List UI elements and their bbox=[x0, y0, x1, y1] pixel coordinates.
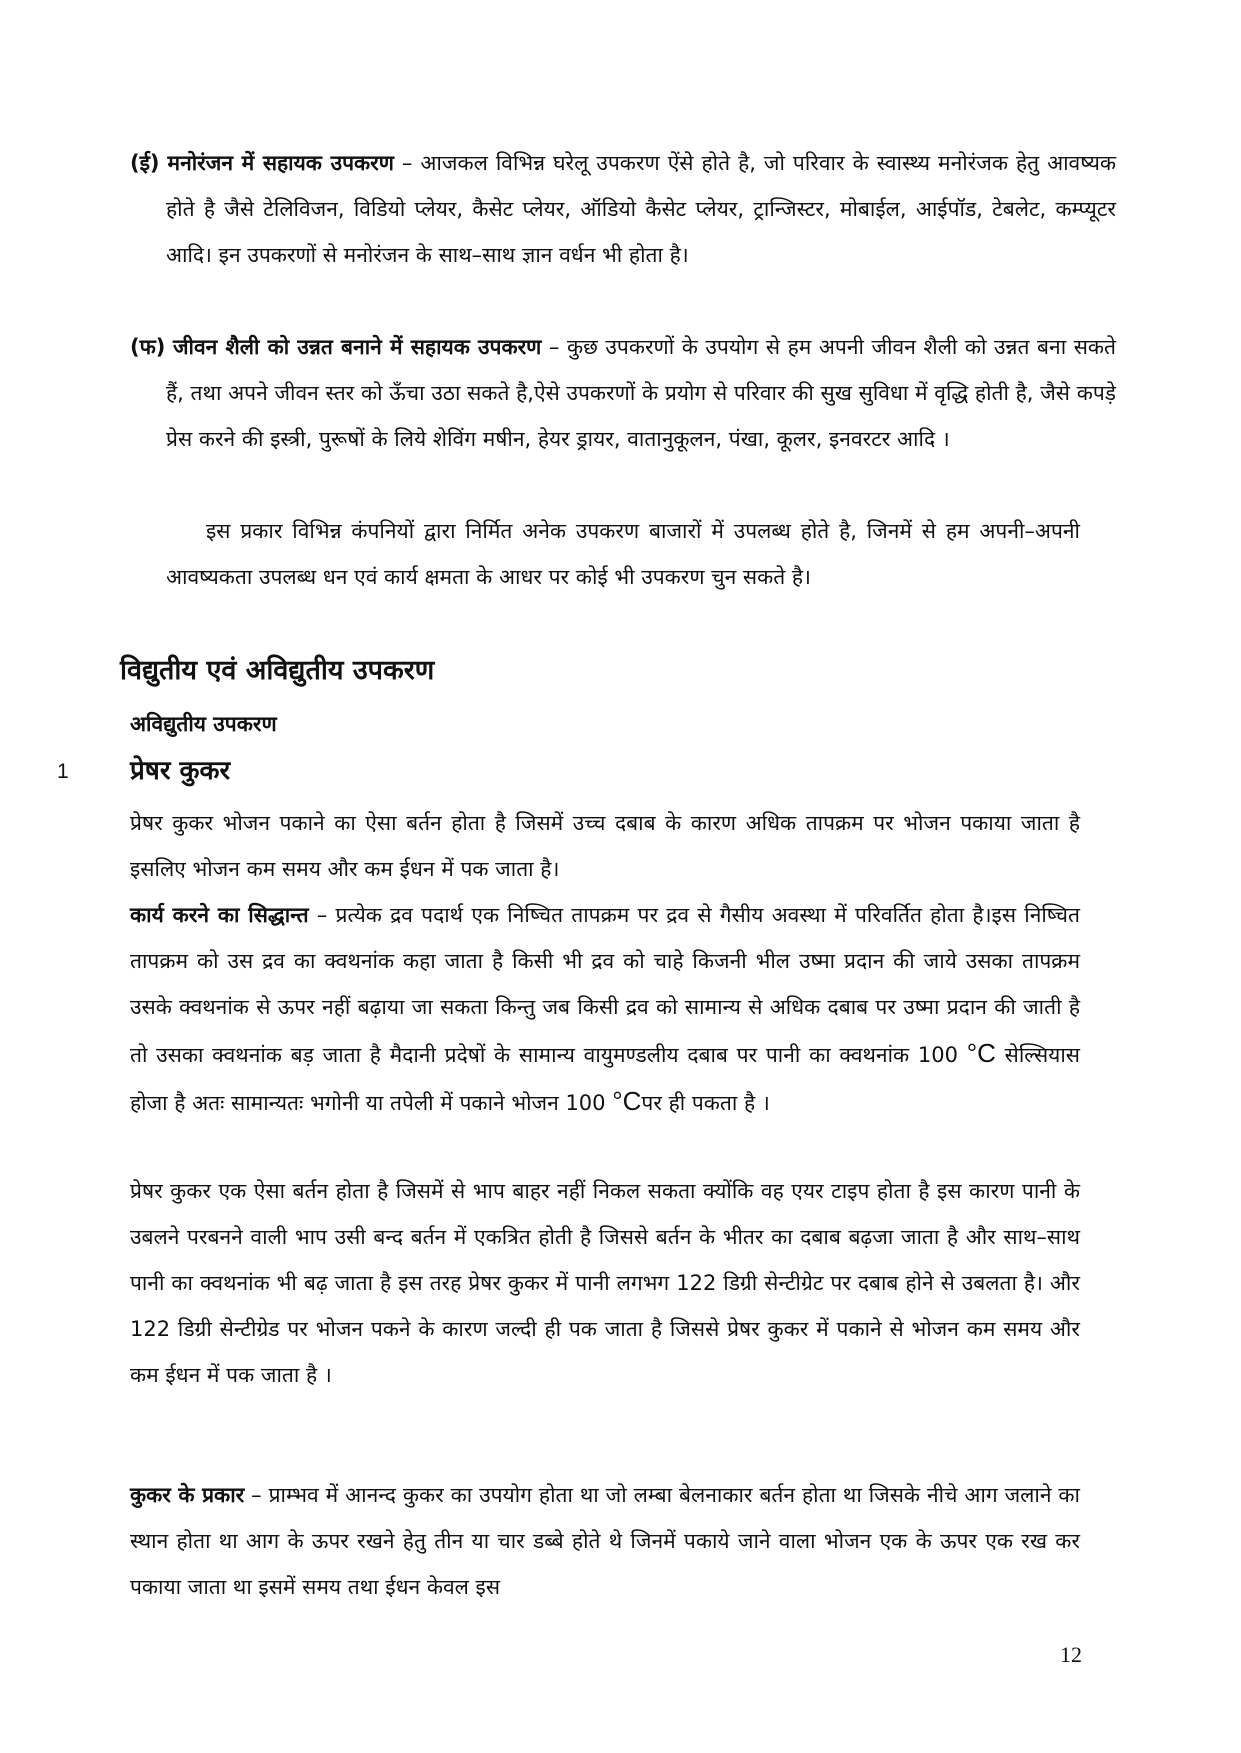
item-title: जीवन शैली को उन्नत बनाने में सहायक उपकरण bbox=[172, 335, 542, 359]
item-entertainment-appliances bbox=[130, 140, 1116, 278]
section-heading: विद्युतीय एवं अविद्युतीय उपकरण bbox=[120, 655, 435, 686]
section-title: प्रेषर कुकर bbox=[130, 756, 231, 786]
types-body: – प्राम्भव में आनन्द कुकर का उपयोग होता था जो लम्बा बेलनाकार बर्तन होता था जिसके नीचे आग जलाने का स्थान होता था आग के ऊपर रखने हेतु तीन या चार डब्बे होते थे जिनमें पकाये जाने वाला भोजन एक के ऊपर एक रख कर पकाया जाता था इसमें समय तथा ईधन केवल इस bbox=[130, 1483, 1080, 1599]
item-body: – कुछ उपकरणों के उपयोग से हम अपनी जीवन शैली को उन्नत बना सकते हैं, तथा अपने जीवन स्तर को ऊँचा उठा सकते है,ऐसे उपकरणों के प्रयोग से परिवार की सुख सुविधा में वृद्धि होती है, जैसे कपड़े प्रेस करने की इस्त्री, पुरूषों के लिये शेविंग मषीन, हेयर ड्रायर, वातानुकूलन, पंखा, कूलर, इनवरटर आदि । bbox=[166, 335, 1116, 451]
item-marker: (ई) bbox=[130, 151, 160, 175]
subsection-heading: अविद्युतीय उपकरण bbox=[130, 712, 277, 736]
intro-paragraph: प्रेषर कुकर भोजन पकाने का ऐसा बर्तन होता है जिसमें उच्च दबाब के कारण अधिक तापक्रम पर भोजन पकाया जाता है इसलिए भोजन कम समय और कम ईधन में पक जाता है। bbox=[130, 811, 1080, 881]
airtight-paragraph: प्रेषर कुकर एक ऐसा बर्तन होता है जिसमें से भाप बाहर नहीं निकल सकता क्योंकि वह एयर टाइप होता है इस कारण पानी के उबलने परबनने वाली भाप उसी बन्द बर्तन में एकत्रित होती है जिससे बर्तन के भीतर का दबाब बढ़जा जाता है और साथ–साथ पानी का क्वथनांक भी बढ़ जाता है इस तरह प्रेषर कुकर में पानी लगभग 122 डिग्री सेन्टीग्रेट पर दबाब होने से उबलता है। और 122 डिग्री सेन्टीग्रेड पर भोजन पकने के कारण जल्दी ही पक जाता है जिससे प्रेषर कुकर में पकाने से भोजन कम समय और कम ईधन में पक जाता है । bbox=[130, 1179, 1080, 1387]
celsius-unit: °C bbox=[966, 1038, 996, 1068]
item-lifestyle-appliances bbox=[130, 324, 1116, 462]
summary-paragraph: इस प्रकार विभिन्न कंपनियों द्वारा निर्मित अनेक उपकरण बाजारों में उपलब्ध होते है, जिनमें से हम अपनी–अपनी आवष्यकता उपलब्ध धन एवं कार्य क्षमता के आधर पर कोई भी उपकरण चुन सकते है। bbox=[166, 519, 1080, 589]
principle-paragraph bbox=[130, 892, 1080, 1126]
principle-text-2: सेल्सियास होजा है अतः सामान्यतः भगोनी या तपेली में पकाने भोजन 100 bbox=[130, 1043, 1080, 1115]
celsius-unit: °C bbox=[612, 1086, 642, 1116]
principle-text-3: पर ही पकता है । bbox=[641, 1091, 770, 1115]
section-number: 1 bbox=[57, 760, 69, 783]
item-body: – आजकल विभिन्न घरेलू उपकरण ऐंसे होते है, जो परिवार के स्वास्थ्य मनोरंजक हेतु आवष्यक होते है जैसे टेलिविजन, विडियो प्लेयर, कैसेट प्लेयर, ऑडियो कैसेट प्लेयर, ट्रान्जिस्टर, मोबाईल, आईपॉड, टेबलेट, कम्प्यूटर आदि। इन उपकरणों से मनोरंजन के साथ–साथ ज्ञान वर्धन भी होता है। bbox=[166, 151, 1117, 267]
types-title: कुकर के प्रकार bbox=[130, 1483, 245, 1507]
item-marker: (फ) bbox=[130, 335, 166, 359]
principle-title: कार्य करने का सिद्धान्त bbox=[130, 903, 309, 927]
cooker-types-paragraph bbox=[130, 1472, 1080, 1610]
item-title: मनोरंजन में सहायक उपकरण bbox=[167, 151, 394, 175]
page-number: 12 bbox=[1060, 1642, 1082, 1667]
principle-text-1: – प्रत्येक द्रव पदार्थ एक निष्चित तापक्रम पर द्रव से गैसीय अवस्था में परिवर्तित होता है।इस निष्चित तापक्रम को उस द्रव का क्वथनांक कहा जाता है किसी भी द्रव को चाहे किजनी भील उष्मा प्रदान की जाये उसका तापक्रम उसके क्वथनांक से ऊपर नहीं बढ़ाया जा सकता किन्तु जब किसी द्रव को सामान्य से अधिक दबाब पर उष्मा प्रदान की जाती है तो उसका क्वथनांक बड़ जाता है मैदानी प्रदेषों के सामान्य वायुमण्डलीय दबाब पर पानी का क्वथनांक 100 bbox=[130, 903, 1080, 1067]
